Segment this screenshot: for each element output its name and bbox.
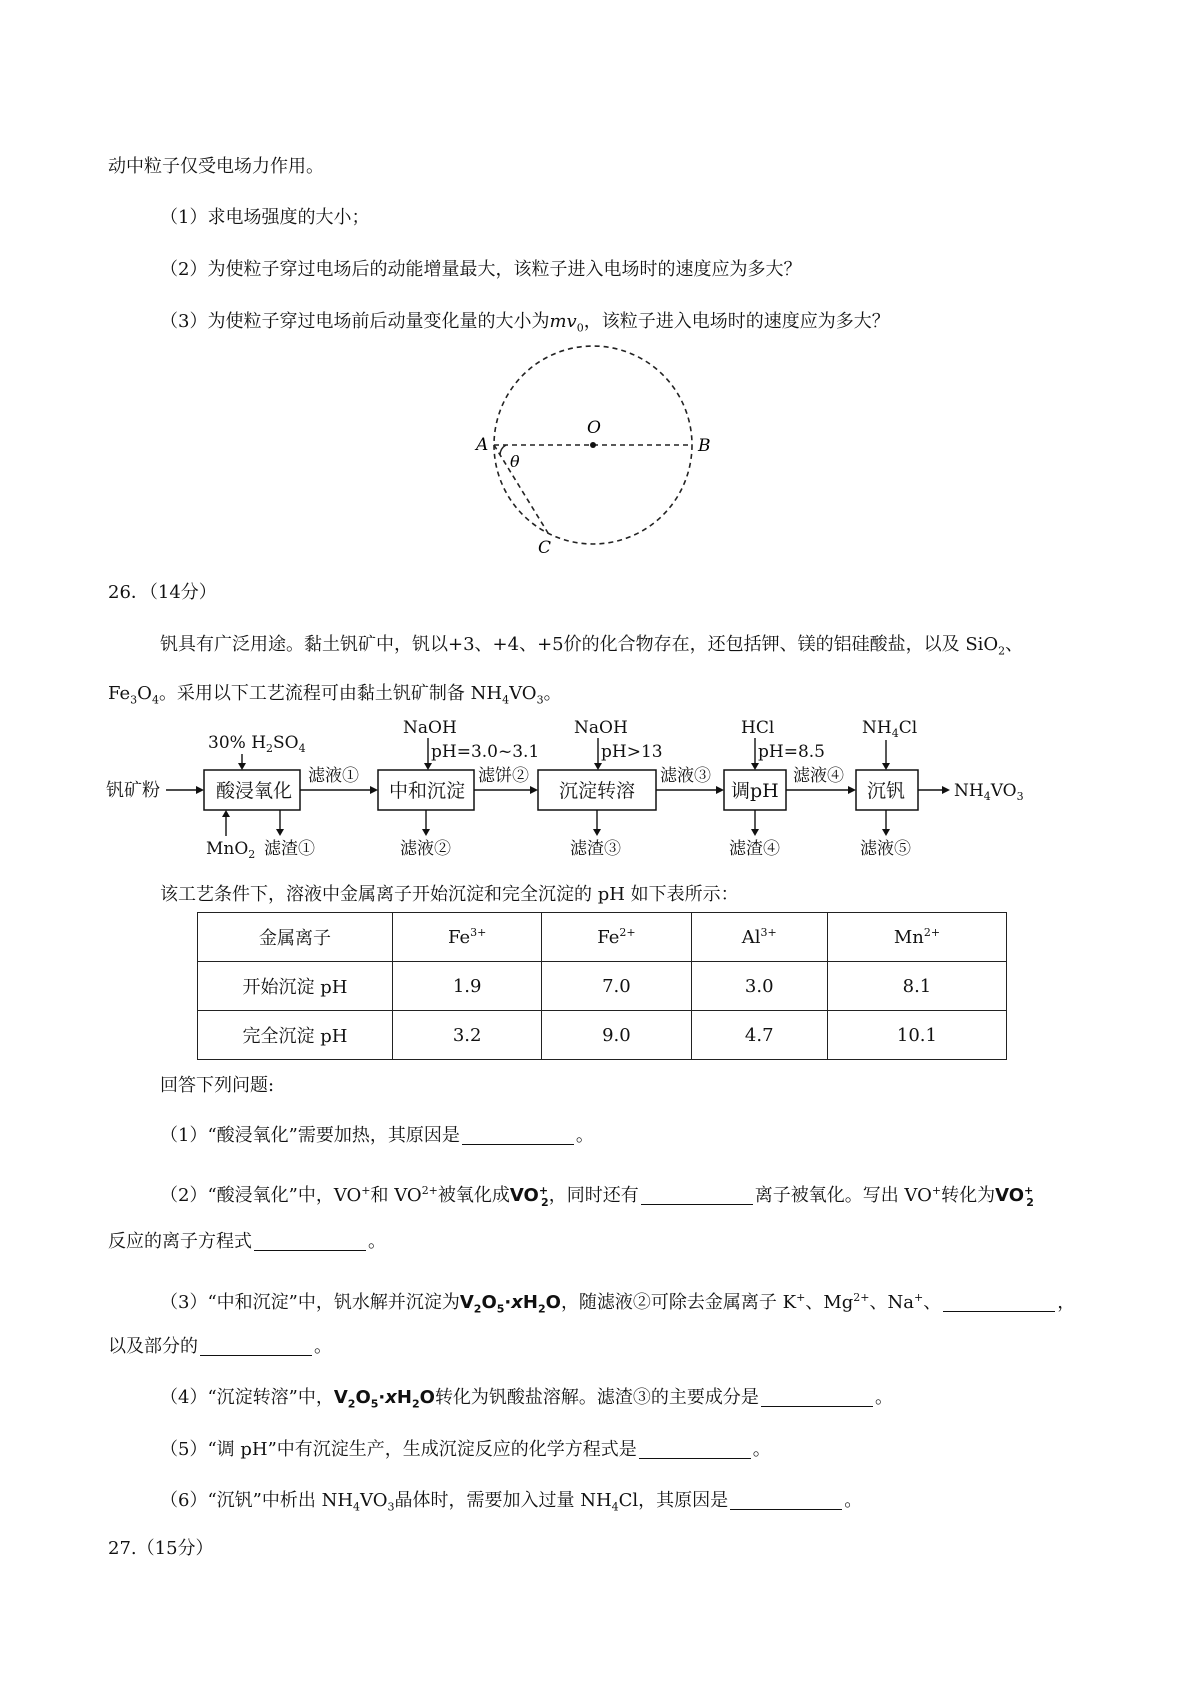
- below1a: MnO$_2$: [206, 839, 256, 861]
- arrowhead-reagent5: [882, 763, 890, 770]
- arrowhead-2: [530, 786, 538, 794]
- q3-sub: 0: [576, 321, 584, 335]
- reagent5: $NH_4Cl$: [862, 718, 918, 740]
- answer-blank[interactable]: [761, 1388, 873, 1407]
- ion-mn2: $Mn^{2+}$: [827, 913, 1006, 962]
- q3-var: mv: [549, 311, 577, 332]
- label-theta: θ: [510, 452, 520, 471]
- arrowhead-mno2: [222, 810, 230, 817]
- table-header-row: [198, 913, 1007, 962]
- table-cell: 9.0: [542, 1011, 691, 1060]
- table-cell: 10.1: [827, 1011, 1006, 1060]
- label-C: C: [538, 538, 552, 558]
- table-cell: 4.7: [691, 1011, 827, 1060]
- answer-blank[interactable]: [462, 1126, 574, 1145]
- arrowhead-filtrate2: [422, 829, 430, 836]
- ion-fe2: $Fe^{2+}$: [542, 913, 691, 962]
- question-3-line-2: 以及部分的 。: [108, 1336, 332, 1357]
- arrow2-label: 滤饼②: [478, 766, 529, 786]
- p26-intro-b4: 。: [543, 683, 562, 704]
- arrow1-label: 滤液①: [308, 766, 359, 786]
- q3-text-b: ，该粒子进入电场时的速度应为多大？: [583, 311, 890, 332]
- ion-fe3: $Fe^{3+}$: [393, 913, 542, 962]
- reagent2: NaOH: [403, 718, 457, 738]
- p25-question-3: [160, 310, 890, 341]
- answer-blank[interactable]: [641, 1186, 753, 1205]
- below5: 滤液⑤: [860, 839, 911, 859]
- reagent3: NaOH: [574, 718, 628, 738]
- fe-sub: 3: [130, 693, 138, 707]
- label-A: A: [476, 435, 489, 455]
- arrowhead-3: [716, 786, 724, 794]
- cond4: pH=8.5: [758, 742, 825, 762]
- ion-ph-table: [197, 912, 1007, 1060]
- question-5: （5）“调 pH”中有沉淀生产，生成沉淀反应的化学方程式是 。: [160, 1439, 771, 1460]
- arrowhead-4: [848, 786, 856, 794]
- chord-AC: [494, 445, 548, 533]
- below2: 滤液②: [400, 839, 451, 859]
- arrowhead-filtrate5: [882, 829, 890, 836]
- process-flowchart: [100, 718, 1080, 861]
- fe-o-sub: 4: [151, 693, 159, 707]
- p26-heading: 26．（14分）: [108, 582, 217, 603]
- below1b: 滤渣①: [264, 839, 315, 859]
- question-6: （6）“沉钒”中析出 $NH_4VO_3$晶体时，需要加入过量 $NH_4Cl$，其原因是 。: [160, 1490, 863, 1514]
- arrowhead-reagent1: [238, 763, 246, 770]
- p26-intro-b3: VO: [509, 683, 537, 704]
- answer-blank[interactable]: [639, 1440, 751, 1459]
- arrow4-label: 滤液④: [793, 766, 844, 786]
- p26-intro-a: 钒具有广泛用途。黏土钒矿中，钒以+3、+4、+5价的化合物存在，还包括钾、镁的铝硅酸盐，以及 SiO: [160, 634, 999, 655]
- p25-question-1: （1）求电场强度的大小；: [160, 207, 370, 228]
- answer-blank[interactable]: [254, 1232, 366, 1251]
- product: $NH_4VO_3$: [954, 781, 1024, 803]
- below4: 滤渣④: [729, 839, 780, 859]
- table-cell: 1.9: [393, 962, 542, 1011]
- arrowhead-start: [196, 786, 204, 794]
- table-cell: 7.0: [542, 962, 691, 1011]
- label-B: B: [698, 436, 711, 456]
- flow-start: 钒矿粉: [106, 780, 160, 801]
- center-dot: [590, 442, 596, 448]
- table-row: [198, 962, 1007, 1011]
- circle-figure: [476, 360, 720, 560]
- table-row: [198, 1011, 1007, 1060]
- table-cell: 3.2: [393, 1011, 542, 1060]
- row-label: 开始沉淀 pH: [198, 962, 393, 1011]
- arrowhead-residue4: [751, 829, 759, 836]
- p26-intro-a-sub: 2: [998, 644, 1006, 658]
- label-O: O: [587, 418, 601, 438]
- table-cell: 8.1: [827, 962, 1006, 1011]
- reagent4: HCl: [741, 718, 775, 738]
- p26-intro-b2: 。采用以下工艺流程可由黏土钒矿制备 NH: [158, 683, 503, 704]
- p26-intro-b3-sub: 3: [536, 693, 544, 707]
- arrowhead-reagent3: [594, 763, 602, 770]
- step5-label: 沉钒: [867, 780, 906, 802]
- question-1: （1）“酸浸氧化”需要加热，其原因是 。: [160, 1125, 594, 1146]
- p26-intro-a-end: 、: [1005, 634, 1024, 655]
- arrowhead-reagent4: [751, 763, 759, 770]
- fe-base: Fe: [108, 683, 131, 704]
- step1-label: 酸浸氧化: [216, 780, 293, 802]
- fe-o: O: [137, 683, 152, 704]
- p26-intro-line-2: [108, 682, 562, 713]
- header-cell: 金属离子: [198, 913, 393, 962]
- table-cell: 3.0: [691, 962, 827, 1011]
- question-2-line-2: 反应的离子方程式 。: [108, 1231, 386, 1252]
- question-3-line-1: （3）“中和沉淀”中，钒水解并沉淀为$V_2O_5\cdot xH_2O$，随滤液②可除去金属离子 K+、$Mg^{2+}$、Na+、 ，: [160, 1291, 1076, 1316]
- cond2: pH=3.0~3.1: [431, 742, 540, 762]
- arrow3-label: 滤液③: [660, 766, 711, 786]
- answer-blank[interactable]: [200, 1337, 312, 1356]
- ion-al3: $Al^{3+}$: [691, 913, 827, 962]
- arrowhead-reagent2: [424, 763, 432, 770]
- intro-line: 动中粒子仅受电场力作用。: [108, 156, 324, 177]
- answer-intro: 回答下列问题:: [160, 1075, 275, 1096]
- q3-text-a: （3）为使粒子穿过电场前后动量变化量的大小为: [160, 311, 550, 332]
- step4-label: 调pH: [731, 780, 779, 802]
- arrowhead-1: [370, 786, 378, 794]
- cond3: pH>13: [601, 742, 663, 762]
- question-2-line-1: （2）“酸浸氧化”中，VO+和 $VO^{2+}$被氧化成$VO^+_2$，同时还有 离子被氧化。写出 VO+转化为$VO^+_2$: [160, 1184, 1034, 1209]
- angle-arc: [500, 445, 506, 455]
- below3: 滤渣③: [570, 839, 621, 859]
- step2-label: 中和沉淀: [389, 780, 466, 802]
- answer-blank[interactable]: [943, 1293, 1055, 1312]
- table-intro: 该工艺条件下，溶液中金属离子开始沉淀和完全沉淀的 pH 如下表所示：: [160, 884, 739, 905]
- arrowhead-product: [942, 786, 950, 794]
- arrowhead-residue1: [276, 829, 284, 836]
- p26-intro-line-1: [160, 633, 1023, 664]
- p27-heading: 27.（15分）: [108, 1538, 214, 1559]
- answer-blank[interactable]: [730, 1491, 842, 1510]
- p26-intro-b2-sub: 4: [502, 693, 510, 707]
- step3-label: 沉淀转溶: [559, 780, 636, 802]
- arrowhead-residue3: [593, 829, 601, 836]
- question-4: （4）“沉淀转溶”中，$V_2O_5\cdot xH_2O$转化为钒酸盐溶解。滤渣③的主要成分是 。: [160, 1387, 893, 1411]
- row-label: 完全沉淀 pH: [198, 1011, 393, 1060]
- p25-question-2: （2）为使粒子穿过电场后的动能增量最大，该粒子进入电场时的速度应为多大？: [160, 259, 802, 280]
- reagent1: 30% $H_2SO_4$: [208, 733, 306, 755]
